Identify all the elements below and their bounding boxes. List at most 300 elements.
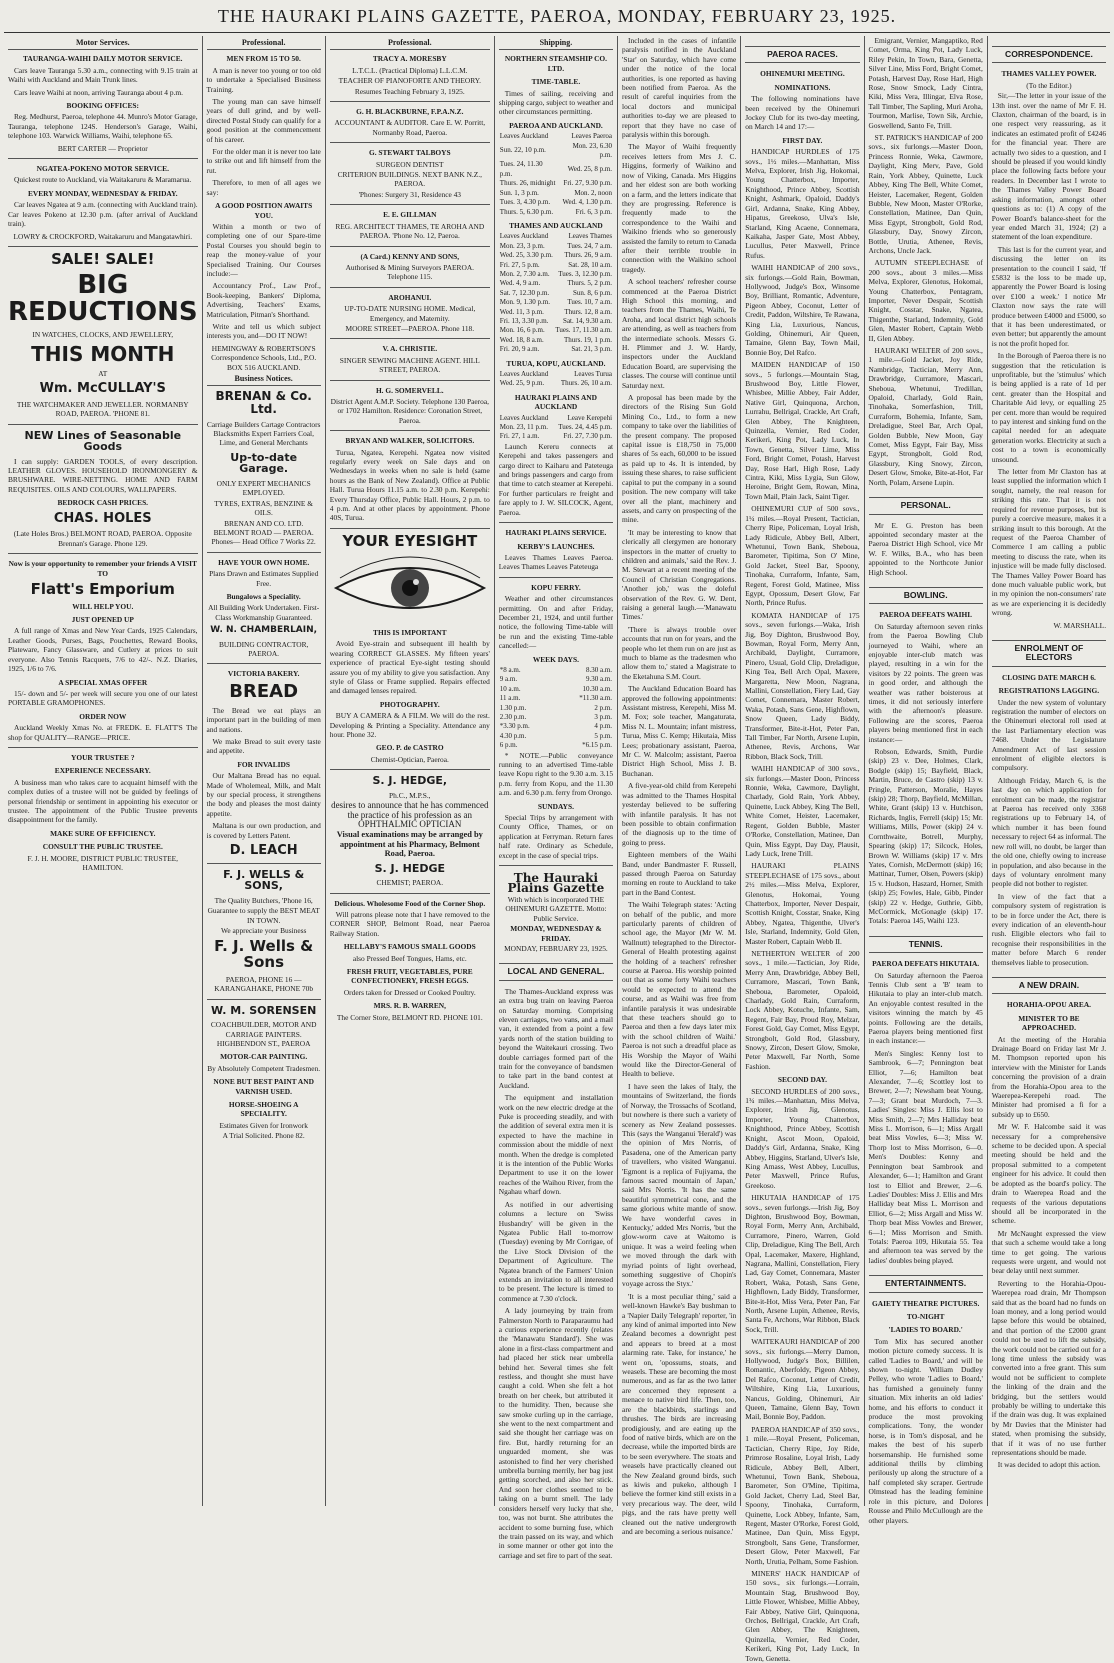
article-subheading: FIRST DAY. (782, 135, 823, 145)
article-paragraph: In the Borough of Paeroa there is no suggestion that the reticulation is unprofitable, but the 'stimulus' which is being applied is a rate of 1d per cent. greater than the Hospital and Charitable Aid levy, or equalling 25 per cent. more than would be required to pay interest and sinking fund on the capital needed for an adequate generation works. Electricity at such a cost to a town is economically unsound. (991, 351, 1107, 464)
timetable-cell: 4.30 p.m. (499, 731, 527, 740)
advertiser-name: W. M. SORENSEN (211, 1003, 317, 1017)
timetable-cell: 6 p.m. (499, 741, 518, 750)
article-paragraph: The equipment and installation work on the new electric dredge at the Puke is proceeding steadily, and with the addition of several extra men it is expected to have the machine in commission about the middle of next month. When the dredge is completed it is the intention of the Public Works Department to use it on the lower reaches of the Waihou River, from the Ngahau wharf down. (498, 1093, 614, 1197)
eye-icon (330, 556, 490, 620)
timetable-cell: Wed. 4, 9 a.m. (499, 279, 541, 288)
ad-heading: Now is your opportunity to remember your friends A VISIT TO (8, 559, 197, 578)
ad-subline: Authorised & Mining Surveyors PAEROA. Telephone 115. (345, 262, 475, 282)
article-paragraph: WAIHI HANDICAP of 300 sovs., six furlongs.—Master Doon, Princess Ronnie, Weka, Cawmore, Daylight, Charlady, Gold Rain, York Abbey, Quinette, Luck Abbey, King The Bell, White Comet, Heister, Lacemaker, Regent, Golden Bubble, Master O'Rorke, Constellation, Matinee, Dan Quin, Miss Egypt, Day Day, Plausit, Lady Luck, Irene Trill. (745, 764, 860, 858)
timetable-cell: *3.30 p.m. (499, 722, 530, 731)
ad-subline: BUILDING CONTRACTOR, PAEROA. (218, 639, 309, 659)
timetable-row (499, 666, 613, 675)
ad-subline: THE WATCHMAKER AND JEWELLER. NORMANBY ROAD, PAEROA. 'PHONE 81. (16, 399, 189, 419)
ad-subline: The Quality Butchers, 'Phone 16, (214, 895, 313, 905)
section-headline: ENTERTAINMENTS. (869, 1275, 983, 1292)
timetable-cell: 1.30 p.m. (499, 703, 527, 712)
article-paragraph: The Mayor of Waihi frequently receives letters from Mrs J. C. Higgins, formerly of Waikino and now of Viking, Canada. Mrs Higgins and her eldest son are both working on a farm, and the letters indicate that they are progressing. Reference is frequently made to the correspondence to the Waihi and Waikino friends who so generously assisted the family to return to Canada after their terrible trouble in connection with the Waikino school tragedy. (622, 142, 737, 274)
timetable-cell: 9 a.m. (499, 675, 518, 684)
divider (330, 430, 490, 431)
ad-signature: LOWRY & CROCKFORD, Waitakaruru and Mangatawhiri. (13, 231, 193, 241)
ad-heading: EXPERIENCE NECESSARY. (54, 766, 151, 776)
article-paragraph: The Waihi Telegraph states: 'Acting on behalf of the public, and more particularly parents of children of school age, the Mayor (Mr W. M. Wallnutt) telegraphed to the Director-General of Health protesting against the holding of a teachers' refresher course at Paeroa. His worship pointed out that as some forty Waihi teachers would be expected to attend the course, and as Waihi was free from infantile paralysis it was undesirable that these teachers should go to Paeroa and then a few days later mix with the school children of Waihi.' Paeroa is not such a dreadful place as His Worship the Mayor of Waihi would like the Director-General of Health to believe. (622, 900, 737, 1079)
article-paragraph: 'It is a most peculiar thing,' said a well-known Hawke's Bay bushman to a 'Napier Daily Telegraph' reporter, 'in any kind of animal imported into New Zealand becomes a downright pest and appears to breed at a most alarming rate. Take, for instance,' he went on, 'opossums, stoats, and weasels. These are becoming the most numerous, and as far as the two latter are concerned they represent a menace to native bird life. Then, too, are the blackbirds, starlings and thrushes. The birds are increasing prodigiously, and are eating up the food of native birds, which are on the decrease, while the imported birds are to be seen everywhere. The stoats and weasels have practically cleaned out the New Zealand ground birds, such as kiwis and pukeko, although I believe the former kind still exists in a very precarious way. The deer, wild pigs, and the rats have pretty well cleaned out the native undergrowth and are becoming a serious nuisance.' (622, 1291, 737, 1536)
section-headline: LOCAL AND GENERAL. (499, 963, 613, 980)
divider (330, 338, 490, 339)
ad-heading: NGATEA-POKENO MOTOR SERVICE. (36, 164, 169, 174)
ad-subline: Ph.C., M.P.S., (389, 790, 431, 800)
article-paragraph: The Thames-Auckland express was an extra bug train on leaving Paeroa on Saturday morning. Comprising eleven carriages, two vans, and a mail van, it extended from a point a few yards north of the station building to beyond the Waitekauri crossing. Two double carriages formed part of the train for the conveyance of bandsmen to take part in the band contest at Auckland. (498, 986, 614, 1090)
timetable-cell: Tues. 3, 4.30 p.m. (499, 198, 551, 207)
divider (8, 553, 198, 554)
timetable-turua-kopu (499, 370, 613, 389)
timetable-cell: Sun. 8, 6 p.m. (572, 288, 613, 297)
ad-text: Cars leave Waihi at noon, arriving Tauranga about 4 p.m. (14, 87, 183, 97)
timetable-row (499, 713, 613, 722)
ad-text: Accountancy Prof., Law Prof., Book-keeping, Bankers' Diploma, Advertising, Teachers' Exams, Matriculation, Pitman's Shorthand. (206, 281, 321, 319)
article-paragraph: Sir,—The letter in your issue of the 13th inst. over the name of Mr F. H. Claxton, chairman of the board, is in one respect very reassuring, as it indicates an estimated profit of £4246 for the financial year. There are actually two sides to a question, and I should be pleased if you would kindly place the following facts before your readers. In December last I wrote to the Thames Valley Power Board asking information, amongst other questions as to: (1) A copy of the Power Board's balance-sheet for the year ended March 31, 1924; (2) a statement of the loan expenditure. (991, 91, 1107, 242)
ad-text: A man is never too young or too old to undertake a Specialised Business Training. (206, 65, 321, 94)
timetable-cell: Leaves Auckland (499, 413, 549, 422)
article-paragraph: A lady journeying by train from Palmerston North to Paraparaumu had a curious experience recently (relates the 'Manawatu Standard'). She was alone in a first-class compartment and had placed her stick near umbrella behind her. Several times she felt restless, and thought she must have caught a cold. When she felt a hot breath on her cheek, but attributed it to the humidity. Then, because she saw smoke curling up in the carriage, she went to the next compartment and said she thought her carriage was on fire. But, hardly returning for an unguarded moment, she was astonished to find her very cherished umbrella burning merrily, her bag just getting scorched, and also her stick. And soon her clothes seemed to be taking on a burnt smell. The lady considers herself very lucky that she, too, was not burnt. She attributes the accident to some burning fuse, which the train passed on its way, and which in some manner or other got into the carriage and set fire to part of the seat. (498, 1306, 614, 1560)
timetable-cell: Fri. 13, 3.30 p.m. (499, 316, 549, 325)
timetable-cell: Mon. 16, 6 p.m. (499, 326, 545, 335)
ad-subline: L.T.C.L. (Practical Diploma) L.L.C.M. (352, 65, 468, 75)
timetable-cell: Leaves Paeroa (571, 132, 613, 141)
article-paragraph: WAIHI HANDICAP of 200 sovs., six furlongs.—Gold Rain, Bowman, Hollywood, Judge's Box, Winsome Boy, Brilliant, Romantic, Adventure, Pigeon Abbey, Coconut, Letter of Credit, Paddon, Wiltshire, Te Rawana, King Lia, Luxurious, Nancus, Golding, Ohinemuri, Air Queen, Tamaine, Glenn Bay, Town Mail, Bonnie Boy, Del Rafco. (745, 263, 860, 357)
timetable-cell: Mon. 23, 3 p.m. (499, 241, 545, 250)
ad-subline: CRITERION BUILDINGS. NEXT BANK N.Z., PAEROA. (337, 170, 482, 189)
divider (207, 552, 321, 553)
timetable-cell: Thurs. 26, midnight (499, 179, 556, 188)
ad-subline: ACCOUNTANT & AUDITOR. Care E. W. Porritt, Normanby Road, Paeroa. (334, 118, 486, 137)
article-subline: (To the Editor.) (1026, 80, 1072, 90)
ad-text: Write and tell us which subject interests you, and—DO IT NOW! (206, 321, 321, 341)
article-paragraph: NETHERTON WELTER of 200 sovs., 1 mile.—Tactician, Joy Ride, Merry Ann, Drawbridge, Abbey Bell, Curramore, Mascari, Town Bank, Sheboua, Barometer, Opaloid, Charlady, Gold Rain, Curraform, Lock Abbey, Kotuche, Infante, Sam, Regent, Fair Bay, Proud Roy, Melzar, Forest Gold, Gay Comet, Miss Egypt, Strongbolt, Gold Rod, Glassbury, Snowy, Zircon, Desert Glow, Smoke, Peter Maxwell, Far North, Some Fashion. (745, 948, 860, 1071)
article-paragraph: HANDICAP HURDLES of 175 sovs., 1½ miles.—Manhattan, Miss Melva, Explorer, Irish Jig, Hokomai, Young Chatterbox, Importer, Knighthood, Prince Abbey, Scottish Knight, Ashmark, Opaloid, Daddy's Girl, Ardanna, Snake, King Abbey, Hipatus, Greekoso, Ulva's Isle, Starland, King Acaene, Connemara, Kaikaha, Jasper Gate, Most Abbey, Lucullus, Peter Maxwell, Prince Rufus. (745, 147, 860, 260)
masthead-rule (4, 32, 1110, 33)
timetable-row (499, 336, 613, 345)
timetable-cell: 10 a.m. (499, 684, 521, 693)
timetable-hauraki-plains (499, 414, 613, 442)
ad-heading: YOUR TRUSTEE ? (71, 752, 135, 762)
timetable-cell: Fri. 27, 7.30 p.m. (563, 432, 613, 441)
ad-subline: REG. ARCHITECT THAMES, TE AROHA AND PAEROA. 'Phone No. 12, Paeroa. (335, 221, 485, 241)
ad-subline: UP-TO-DATE NURSING HOME. Medical, Emergency, and Maternity. (344, 304, 476, 323)
article-subheading: PAEROA DEFEATS WAIHI. (879, 610, 972, 620)
timetable-cell: *8 a.m. (499, 665, 521, 674)
advertiser-name: D. LEACH (229, 843, 298, 859)
ad-heading: THIS IS IMPORTANT (373, 628, 447, 637)
divider (207, 999, 321, 1000)
big-reductions-heading: BIG REDUCTIONS (8, 269, 198, 327)
divider (330, 287, 490, 288)
letter-signature: W. MARSHALL. (1053, 620, 1107, 630)
article-paragraph: The following nominations have been received by the Ohinemuri Jockey Club for its two-day meeting, on March 14 and 17:— (745, 94, 860, 132)
ad-heading: HORSE-SHOEING A SPECIALITY. (228, 1100, 299, 1119)
timetable-row (499, 379, 613, 388)
ad-subline: TYRES, EXTRAS, BENZINE & OILS. (214, 498, 314, 518)
article-paragraph: 'It may be interesting to know that clerically all clergymen are honorary inspectors in the matter of cruelty to children and animals,' said the Rev. J. M. Stewart at a recent meeting of the Council of Christian Congregations. 'Another job,' was the doleful observation of the Rev. G. W. Dent, raising a general laugh.—'Manawatu Times.' (622, 527, 737, 622)
ad-heading: E. E. GILLMAN (383, 210, 437, 220)
ad-heading: NEW Lines of Seasonable Goods (24, 428, 182, 454)
timetable-cell: Leaves Auckland (499, 132, 549, 141)
ad-text: Special Trips by arrangement with County Office, Thames, or on application at Ferryman. Return fares half rate. Ordinary as Schedule, except in the case of special trips. (498, 813, 614, 860)
advertiser-name: W. N. CHAMBERLAIN, (210, 625, 318, 636)
column-heading: Motor Services. (8, 38, 198, 50)
timetable-cell: 2.30 p.m. (499, 713, 527, 721)
divider (330, 380, 490, 381)
timetable-row (499, 179, 613, 188)
ad-heading: MOTOR-CAR PAINTING. (220, 1052, 308, 1062)
advertiser-name: F. J. Wells & Sons (214, 937, 314, 972)
advertiser-name: BRENAN & Co. Ltd. (215, 389, 312, 416)
timetable-row (499, 142, 613, 161)
article-paragraph: Although Friday, March 6, is the last day on which application for enrolment can be made, the registrar at Paeroa has received only 3368 registrations up to February 14, of which number it has been found necessary to reject 64 as informal. The new roll will, no doubt, be larger than the old one, chiefly owing to increase in population, and also because in the days of voluntary enrolment many people did not bother to register. (991, 775, 1107, 889)
ad-heading: AROHANUI. (388, 292, 432, 302)
article-paragraph: MAIDEN HANDICAP of 150 sovs., 5 furlongs.—Mountain Stag, Brushwood Boy, Little Flower, Whisbee, Millie Abbey, Fair Adder, Native Girl, Quinquona, Archon, Lurrahu, Bellrigal, Crackle, Art Craft, Glen Abbey, The Knighteen, Quinzella, Vernier, Red Coder, Kerikeri, King Pot, Lady Luck, In Town, Genetta, Silver Lime, Miss Ford, Bright Comet, Potash, Harvest Day, Rose Harl, High Rose, Lady Cintra, Kiki, Miss Lygia, Sun Glow, Heroine, Bright Gem, Rowan, Mina, Town Mail, Plain Jack, Saint Tiger. (745, 360, 860, 501)
article-paragraph: A five-year-old child from Kerepehi was admitted to the Thames Hospital yesterday believed to be suffering with infantile paralysis. It has not been possible to obtain confirmation of the diagnosis up to the time of going to press. (622, 781, 737, 847)
timetable-cell: Leaves Auckland (499, 232, 549, 241)
ad-heading: EVERY MONDAY, WEDNESDAY & FRIDAY. (27, 188, 178, 198)
divider (330, 204, 490, 205)
advertiser-name: S. J. HEDGE (374, 861, 446, 875)
column-5 (618, 36, 741, 1536)
ad-subline: desires to announce that he has commenced the practice of his profession as an OPHTHALMIC OPTICIAN (331, 800, 489, 830)
ad-subline: Guarantee to supply the BEST MEAT IN TOWN. (207, 906, 320, 925)
ad-text: Car leaves Ngatea at 9 a.m. (connecting with Auckland train). Car leaves Pokeno at 12.30 p.m. (after arrival of Auckland train). (8, 200, 198, 229)
section-headline: TENNIS. (869, 936, 983, 953)
timetable-row (499, 326, 613, 335)
ad-heading: A SPECIAL XMAS OFFER (58, 677, 148, 687)
timetable-row (499, 722, 613, 731)
timetable-cell: Tues. 24, 7 a.m. (567, 241, 613, 250)
ad-heading: CONSULT THE PUBLIC TRUSTEE. (42, 842, 163, 852)
divider (207, 863, 321, 864)
ad-text: Quickest route to Auckland, via Waitakaruru & Maramarua. (14, 175, 192, 185)
article-paragraph: The letter from Mr Claxton has at least supplied the information which I sought, namely, the real reason for striking this rate. That it is not required for revenue purposes, but is purely a coercive measure, makes it a striking insult to this borough. At the request of the Paeroa Chamber of Commerce I am calling a public meeting to discuss the rate, when its injustice will be made fully disclosed. The Thames Valley Power Board has done much valuable public work, but in my opinion the non-consumers' rate as we are experiencing it is decidedly wrong. (991, 467, 1107, 618)
timetable-cell: Wed. 4, 1.30 p.m. (562, 198, 613, 207)
ad-subline: Chemist-Optician, Paeroa. (370, 754, 449, 764)
ad-text: BUY A CAMERA & A FILM. We will do the rest. Developing & Printing a Speciality. Attendance any hour. Phone 32. (329, 711, 490, 740)
timetable-cell: Tues. 10, 7 a.m. (567, 298, 613, 307)
timetable-cell: 11 a.m. (499, 694, 521, 703)
advertiser-name: F. J. WELLS & SONS, (223, 867, 305, 893)
article-paragraph: AUTUMN STEEPLECHASE of 200 sovs., about 3 miles.—Miss Melva, Explorer, Glenotus, Hokomai, Young Chatterbox, Pentagram, Importer, Never Despair, Scottish Knight, Cosstar, Snake, Ngatea, Thigenthe, Starland, Indemnity, Gold Glen, Master Robert, Captain Webb II, Glen Abbey. (868, 258, 983, 343)
article-subheading: SECOND DAY. (777, 1075, 827, 1085)
article-paragraph: A school teachers' refresher course commenced at the Paeroa District High School this morning, and teachers from the Thames, Waihi, Te Aroha, and local district high schools are attending, as well as teachers from the intermediate schools. Messrs G. H. Plimmer and J. W. Hardy, inspectors under the Auckland Education Board, are supervising the classes. The course will continue until Saturday next. (622, 277, 737, 390)
divider (8, 246, 198, 247)
timetable-cell: 8.30 a.m. (585, 665, 613, 674)
ad-subline: Resumes Teaching February 3, 1925. (354, 86, 465, 96)
timetable-cell: Mon. 23, 11 p.m. (499, 423, 548, 432)
divider (499, 522, 613, 523)
ad-subline: COACHBUILDER, MOTOR AND CARRIAGE PAINTERS. HIGHBENDON ST., PAEROA (210, 1020, 317, 1049)
ad-heading: BRYAN AND WALKER, SOLICITORS. (345, 436, 475, 446)
column-heading: Professional. (330, 38, 490, 50)
ad-heading: H. G. SOMERVELL. (375, 385, 444, 395)
timetable-cell: 10.30 a.m. (582, 684, 613, 693)
timetable-header-row (499, 232, 613, 241)
ad-subline: IN WATCHES, CLOCKS, AND JEWELLERY, (32, 330, 174, 340)
timetable-cell: Wed. 11, 3 p.m. (499, 307, 544, 316)
timetable-cell: *6.15 p.m. (582, 741, 613, 750)
timetable-row (499, 308, 613, 317)
ad-text: We make Bread to suit every taste and appetite. (206, 736, 321, 756)
ad-text: Leaves Thames Leaves Paeroa. Leaves Thames Leaves Pateteuga (498, 552, 614, 572)
ad-subline: By Absolutely Competent Tradesmen. (207, 1063, 321, 1073)
ad-subline: Carriage Builders Cartage Contractors Blacksmiths Expert Farriers Coal, Lime, and General Merchants (206, 419, 321, 448)
ad-heading: Bungalows a Speciality. (226, 591, 301, 601)
ad-heading: G. STEWART TALBOYS (368, 148, 451, 158)
timetable-row (499, 704, 613, 713)
column-1 (4, 36, 203, 1506)
ad-heading: NORTHERN STEAMSHIP CO. LTD. (504, 54, 608, 73)
ad-text: Will patrons please note that I have removed to the CORNER SHOP, Belmont Road, near Paeroa Railway Station. (329, 910, 490, 938)
timetable-row (499, 189, 613, 198)
timetable-cell: Sat. 21, 3 p.m. (571, 345, 613, 354)
timetable-cell: Leaves Thames (568, 232, 613, 241)
article-paragraph: Mr McNaught expressed the view that such a scheme would take a long time to get going. The various requests were urgent, and would not bear delay until next summer. (991, 1228, 1107, 1276)
ad-heading: BOOKING OFFICES: (66, 101, 140, 111)
ad-subline: ONLY EXPERT MECHANICS EMPLOYED. (216, 478, 311, 498)
article-paragraph: In view of the fact that a compulsory system of registration is to be in force under the Act, there is every indication of an eleventh-hour rush. Eligible electors who fail to recognise their responsibilities in the matter before March 6 render themselves liable to prosecution. (991, 891, 1107, 967)
timetable-cell: 9.30 a.m. (585, 675, 613, 684)
timetable-row (499, 432, 613, 441)
ad-text: Our Maltana Bread has no equal. Made of Wholemeal, Milk, and Malt by our special process, it strengthens the body and pleases the most dainty appetite. (206, 771, 321, 818)
ad-heading: HAURAKI PLAINS SERVICE. (505, 528, 607, 538)
article-paragraph: Mr W. F. Halcombe said it was necessary for a comprehensive scheme to be decided upon. A special meeting should be held and the proposal submitted to a competent engineer for his advice. It could then be adopted as the board's policy. The drain to Waerepea Road and the requests of the various deputations should all be incorporated in the scheme. (991, 1122, 1107, 1226)
timetable-cell: Thurs. 19, 1 p.m. (564, 335, 613, 344)
masthead: THE HAURAKI PLAINS GAZETTE, PAEROA, MONDAY, FEBRUARY 23, 1925. (217, 6, 897, 26)
timetable-cell: Wed. 18, 8 a.m. (499, 335, 544, 344)
section-headline: BOWLING. (869, 587, 983, 604)
column-heading: Shipping. (499, 38, 613, 50)
article-paragraph: MINERS' HACK HANDICAP of 150 sovs., six furlongs.—Lorrain, Mountain Stag, Brushwood Boy, Little Flower, Whisbee, Millie Abbey, Fair Abbey, Native Girl, Quinquona, Orchos, Bellrigal, Crackle, Art Craft, Glen Abbey, The Knighteen, Quinzella, Vernier, Red Coder, Kerikeri, King Pot, Lady Luck, In Town, Genetta. (745, 1568, 860, 1663)
ad-text: Weather and other circumstances permitting. On and after Friday, December 21, 1924, and until further notice, the following Time-table will be run and the existing Time-table cancelled:— (498, 594, 614, 651)
ad-heading: TIME-TABLE. (531, 77, 581, 87)
article-paragraph: HAURAKI WELTER of 200 sovs., 1 mile.—Gold Jacket, Joy Ride, Nambridge, Tactician, Merry Ann, Drawbridge, Curramore, Mascari, Sheboua, Whetunui, Tredillan, Opaloid, Charlady, Gold Rain, Tinohaka, Somerfashion, Trill, Curraform, Bohemia, Infante, Sam, Dreladigue, Steel Bar, Arch Opal, Golden Bubble, New Moon, Gay Comet, Miss Egypt, Fair Bay, Miss Egypt, Strongbolt, Gold Rod, Glassbury, King Snowy, Zircon, Desert Glow, Smoke, Bite-at-Hot, Far North, Polam, Arsene Lupin. (868, 346, 983, 487)
divider (330, 893, 490, 894)
article-paragraph: KOMATA HANDICAP of 175 sovs., seven furlongs.—Waka, Irish Jig, Boy Dighton, Brushwood Boy, Bowman, Royal Form, Merry Ann, Archibald, Daylight, Curramore, Pinero, Usual, Gold Clip, Dreladigue, King Tea, Bell Arch Opal, Maxere, Margaretta, New Moon, Nagrana, Mallini, Constellation, Fiery Lad, Gay Comet, Connemara, Master Robert, Waka, Potash, Sans Gene, Highflown, Snow Queen, Lady Biddy, Transformer, Bite-it-Hot, Peter Pan, Tall Timber, Far North, Arsene Lupin, Athenee, Revis, Archons, War Ribbon, Black Sock, Trill. (745, 610, 860, 761)
ad-text: A business man who takes care to acquaint himself with the complex duties of a trustee will not be guided by feelings of personal friendship or sentiment in appointing his executor or trustee. The appointment of the Public Trustee prevents disappointment for the family. (8, 777, 198, 825)
ad-signature: HEMINGWAY & ROBERTSON'S Correspondence Schools, Ltd., P.O. BOX 516 AUCKLAND. (211, 343, 317, 372)
section-headline: PERSONAL. (869, 497, 983, 514)
ad-subline: We appreciate your Business (220, 925, 307, 935)
section-headline: CORRESPONDENCE. (992, 46, 1106, 63)
ad-text: The Bread we eat plays an important part in the building of men and nations. (206, 705, 321, 734)
timetable-row (499, 208, 613, 217)
section-heading: Business Notices. (207, 374, 321, 386)
article-subheading: HORAHIA-OPOU AREA. (1006, 1000, 1092, 1010)
timetable-row (499, 242, 613, 251)
bread-heading: BREAD (229, 680, 299, 702)
advertiser-name: Flatt's Emporium (30, 579, 175, 598)
ad-heading: WILL HELP YOU. (72, 601, 134, 611)
timetable-row (499, 251, 613, 260)
ad-text: Auckland Weekly Xmas No. at FREDK. E. FLATT'S The shop for QUALITY—RANGE—PRICE. (8, 723, 198, 742)
timetable-row (499, 270, 613, 279)
divider (330, 528, 490, 529)
ad-subline: MOORE STREET—PAEROA. Phone 118. (345, 323, 475, 333)
article-subheading: CLOSING DATE MARCH 6. (1001, 672, 1096, 682)
divider (499, 577, 613, 578)
column-grid (4, 36, 1110, 1663)
divider (8, 747, 198, 748)
ad-heading: KERBY'S LAUNCHES. (517, 541, 595, 551)
ad-heading: HELLABY'S FAMOUS SMALL GOODS (343, 942, 476, 952)
ad-text: Reg. Medhurst, Paeroa, telephone 44. Munro's Motor Garage, Tauranga, telephone 124S. Henderson's Garage, Waihi, telephone 103. Warwick Williams, Waihi, telephone 65. (8, 112, 198, 141)
sale-heading: SALE! SALE! (51, 249, 155, 268)
ad-heading: KOPU FERRY. (531, 582, 581, 592)
article-paragraph: As notified in our advertising columns a lecture on 'Swiss Husbandry' will be given in the Ngatea Public Hall to-morrow (Tuesday) evening by Mr Corrigae, of the Live Stock Division of the Department of Agriculture. The Ngatea branch of the Farmers' Union extends an invitation to all interested to be present. The lecture is timed to commence at 7.30 o'clock. (498, 1199, 614, 1303)
ad-heading: WEEK DAYS. (532, 654, 579, 664)
article-paragraph: Tom Mix has secured another motion picture comedy success. It is called 'Ladies to Board,' and will be shown to-night. William Dudley Pelley, who wrote 'Ladies to Board,' has furnished a genuinely funny situation. Mix inherits an old ladies' home, and his efforts to conduct it produce the most provoking complications. Tony, the wonder horse, is in Tom's disposal, and he makes the best of his superb horsemanship. He furnished some additional thrills by climbing perilously up along the structure of a half completed sky scraper. Gertrude Olmstead has the leading feminine role in this picture, and Dolores Rousse and Philo McCullough are the other players. (868, 1336, 983, 1525)
advertiser-name: S. J. HEDGE, (372, 774, 448, 788)
ad-heading: TAURANGA-WAIHI DAILY MOTOR SERVICE. (23, 54, 183, 64)
article-subheading: THAMES VALLEY POWER. (1001, 69, 1097, 79)
article-paragraph: A proposal has been made by the directors of the Rising Sun Gold Mining Co., Ltd., to form a new company to take over the liabilities of the present company. The proposed capital issue is £18,750 in 75,000 shares of 5s each, 60,000 to be issued as paid up to 4s. It is intended, by issuing these shares, to raise sufficient capital to put the company in a sound position. The new company will take over all the plant, machinery and assets, and carry on prospecting of the mine. (622, 393, 737, 525)
timetable-header-row (499, 132, 613, 141)
ad-heading: G. H. BLACKBURNE, F.P.A.N.Z. (356, 107, 464, 117)
issue-date: MONDAY, FEBRUARY 23, 1925. (504, 943, 608, 953)
ad-subline: The Corner Store, BELMONT RD. PHONE 101. (336, 1012, 483, 1022)
advertiser-name: Wm. McCULLAY'S (39, 381, 166, 397)
timetable-cell: Sun. 22, 10 p.m. (499, 146, 546, 155)
timetable-row (499, 198, 613, 207)
article-paragraph: On Saturday afternoon the Paeroa Tennis Club sent a 'B' team to Hikutaia to play an inter-club match. An enjoyable contest resulted in the visitors winning the match by 45 points. Following are the details, Paeroa players being mentioned first in each instance:— (868, 970, 983, 1046)
timetable-cell: 5 p.m. (594, 731, 613, 740)
article-subheading: PAEROA DEFEATS HIKUTAIA. (872, 959, 980, 969)
timetable-cell: Wed. 25, 8 p.m. (567, 165, 613, 174)
ad-heading: MEN FROM 15 TO 50. (226, 54, 301, 64)
nameplate-subline: With which is incorporated THE OHINEMURI GAZETTE. Motto: Public Service. (505, 894, 607, 923)
timetable-thames-auckland (499, 232, 613, 354)
divider (330, 246, 490, 247)
timetable-row (499, 317, 613, 326)
ad-signature: F. J. H. MOORE, DISTRICT PUBLIC TRUSTEE, HAMILTON. (27, 853, 178, 872)
this-month-heading: THIS MONTH (31, 341, 175, 366)
timetable-row (499, 289, 613, 298)
ad-heading: (A Card.) KENNY AND SONS, (360, 251, 460, 261)
timetable-cell: Tues. 24, 4.45 p.m. (558, 423, 613, 432)
ad-heading: A GOOD POSITION AWAITS YOU. (215, 201, 313, 220)
article-paragraph: HAURAKI PLAINS STEEPLECHASE of 175 sovs., about 2½ miles.—Miss Melva, Explorer, Glenotus, Hokomai, Young Chatterbox, Importer, Never Despair, Scottish Knight, Cosstar, Snake, King Abbey, Ngatea, Thigenthe, Ulver's Isle, Starland, Indemnity, Gold Glen, Master Robert, Captain Webb II. (745, 861, 860, 946)
ad-signature: BERT CARTER — Proprietor (57, 143, 148, 153)
ad-text: Cars leave Tauranga 5.30 a.m., connecting with 9.15 train at Waihi with Auckland and Main Trunk lines. (8, 65, 198, 85)
timetable-cell: Mon. 9, 1.30 p.m. (499, 298, 550, 307)
ad-text: The young man can save himself years of dull grind, and by well-directed Postal Study can qualify for a good position at the commencement of his career. (206, 97, 321, 144)
column-7 (865, 36, 988, 1525)
ad-text: A full range of Xmas and New Year Cards, 1925 Calendars, Leather Goods, Purses, Bags, Pouchettes, Reward Books, Plateware, Fancy Glassware, and Cutlery at prices to suit everyone. Also Tennis Racquets, 7/6 to 42/-. N.Z. Diaries, 1925, 1/6 to 7/6. (8, 626, 198, 674)
ad-heading: PHOTOGRAPHY. (379, 699, 440, 709)
advertiser-name: CHAS. HOLES (53, 510, 152, 526)
timetable-cell: Wed. 25, 3.30 p.m. (499, 251, 553, 260)
section-headline: ENROLMENT OF ELECTORS (992, 640, 1106, 667)
article-subheading: GAIETY THEATRE PICTURES. (872, 1298, 980, 1308)
ad-subline: CHEMIST; PAEROA. (376, 878, 444, 888)
article-paragraph: Emigrant, Vernier, Mangaptiko, Red Comet, Orma, King Pot, Lady Luck, Riley Pekin, In Town, Bara, Genetta, Silver Line, Miss Ford, Bright Comet, Potash, Harvest Day, Rose Harl, High Rose, Snow Smock, Lady Cintra, Kiki, Miss Vera, Illingar, Elva Rose, Tall Timber, The Sapling, Muri Aroha, Tourmon, Marlise, Town Sik, Archie, Goswellend, Santo Fe, Trill. (868, 36, 983, 130)
article-paragraph: At the meeting of the Horahia Drainage Board on Friday last Mr J. M. Thompson reported upon his interview with the Minister for Lands concerning the provision of a drain from the Horahia-Opou area to the Waerepea-Kerepehi road. The Minister had promised a fi for a subsidy up to £650. (991, 1034, 1107, 1119)
timetable-cell: Thurs. 5, 6.30 p.m. (499, 207, 554, 216)
timetable-cell: Leaves Auckland (499, 370, 549, 378)
article-paragraph: Mr E. G. Preston has been appointed secondary master at the Paeroa District High School, vice Mr W. F. Wilks, B.A., who has been appointed to the Northcote Junior High School. (868, 520, 983, 577)
ad-subline: BRENAN AND CO. LTD. BELMONT ROAD — PAEROA. Phones— Head Office 7 Works 22. (211, 518, 316, 547)
timetable-row (499, 345, 613, 354)
timetable-cell: Fri. 27, 9.30 p.m. (563, 179, 613, 188)
timetable-row (499, 423, 613, 432)
ad-text: I can supply: GARDEN TOOLS, of every description. LEATHER GLOVES. HOUSEHOLD IRONMONGERY & BRUSHWARE. WIRE-NETTING. HOME AND FARM REQUISITES. OILS AND COLOURS, WALLPAPERS. (8, 456, 198, 494)
article-subheading: 'LADIES TO BOARD.' (888, 1325, 963, 1335)
divider (8, 158, 198, 159)
article-paragraph: Included in the cases of infantile paralysis notified in the Auckland 'Star' on Saturday, which have come under the notice of the local authorities, is one reported as having been notified from Paeroa. As the result of careful inquiries from the local doctors and municipal authorities to-day we are pleased to report that they have no case of paralysis within this borough. (622, 36, 737, 140)
nameplate-subline: MONDAY, WEDNESDAY & FRIDAY. (510, 924, 602, 943)
timetable-cell: Thurs. 26, 10 a.m. (560, 379, 613, 388)
ad-heading: FRESH FRUIT, VEGETABLES, PURE CONFECTIONERY, FRESH EGGS. (346, 967, 473, 986)
timetable-cell: Thurs. 26, 9 a.m. (564, 251, 613, 260)
timetable-cell: *11.30 a.m. (579, 694, 613, 703)
divider (499, 865, 613, 866)
column-2 (203, 36, 326, 1506)
article-paragraph: Under the new system of voluntary registration the number of electors on the Ohinemuri electoral roll used at the last Parliamentary election was 7468. Under the Legislature Amendment Act of last session enrolment of eligible electors is compulsory. (991, 697, 1107, 773)
timetable-paeroa-auckland (499, 132, 613, 217)
ad-heading: MAKE SURE OF EFFICIENCY. (50, 828, 156, 838)
newspaper-nameplate: The Hauraki Plains Gazette (507, 871, 605, 895)
ad-heading: TURUA, KOPU, AUCKLAND. (506, 358, 606, 368)
divider (8, 424, 198, 425)
ad-text: Therefore, to men of all ages we say: (206, 178, 321, 197)
divider (330, 101, 490, 102)
section-headline: A NEW DRAIN. (992, 977, 1106, 994)
ad-subline: (Late Holes Bros.) BELMONT ROAD, PAEROA. Opposite Brennan's Garage. Phone 129. (13, 529, 192, 548)
ad-subline: also Pressed Beef Tongues, Hams, etc. (352, 953, 467, 963)
ad-subline: Estimates Given for Ironwork (219, 1120, 308, 1130)
article-paragraph: Men's Singles: Kenny lost to Sambrook, 6—7; Pennington beat Elliot, 7—6; Hamilton beat Alexander, 7—6; Scottley lost to Brewer, 2—7; Newsham beat Young, 7—3; Grant beat Murdoch, 7—3. Ladies' Singles: Miss J. Ellis lost to Miss Smith, 2—7; Mrs Halliday beat Miss L. Morrison, 6—1; Miss Argall beat Miss Vowles, 6—3; Miss W. Thorp lost to Miss Morrison, 6—0. Men's Doubles: Kenny and Pennington beat Sambrook and Alexander, 6—1; Hamilton and Grant lost to Elliot and Brewer, 2—6. Ladies' Doubles: Miss J. Ellis and Mrs Halliday beat Miss L. Morrison and Elliot, 6—2; Miss Argall and Miss W. Thorp beat Miss Vowles and Brewer, 6—1; Miss Morrison and Smith. Totals: Paeroa 109, Hikutaia 55. Tea and afternoon tea was served by the ladies' doubles being played. (868, 1048, 983, 1265)
ad-heading: PAEROA AND AUCKLAND. (509, 120, 603, 130)
column-4 (495, 36, 618, 1560)
timetable-cell: Thurs. 5, 2 p.m. (567, 279, 613, 288)
article-paragraph: WAITEKAURI HANDICAP of 200 sovs., six furlongs.—Merry Damon, Hollywood, Judge's Box, Billilen, Romantic, Aberfoldy, Pigeon Abbey, Del Rafco, Coconut, Letter of Credit, Wiltshire, King Lia, Luxurious, Nancus, Golding, Ohinemuri, Air Queen, Tamaine, Glenn Bay, Town Mail, Bonnie Boy, Paddon. (745, 1337, 860, 1422)
timetable-cell: 2 p.m. (594, 703, 613, 712)
timetable-header-row (499, 414, 613, 423)
divider (330, 142, 490, 143)
section-headline: PAEROA RACES. (745, 46, 859, 63)
timetable-cell: Fri. 27, 5 p.m. (499, 260, 540, 269)
ad-subline: TEACHER OF PIANOFORTE AND THEORY. (338, 76, 481, 86)
timetable-cell: Thurs. 12, 8 a.m. (564, 307, 613, 316)
timetable-cell: Tues. 17, 11.30 a.m. (555, 326, 613, 335)
timetable-cell: Leave Kerepehi (567, 413, 613, 422)
ad-heading: V. A. CHRISTIE. (382, 344, 438, 354)
divider (207, 663, 321, 664)
column-6 (741, 36, 864, 1663)
timetable-cell: Fri. 20, 9 a.m. (499, 345, 540, 354)
timetable-row (499, 675, 613, 684)
ad-heading: NONE BUT BEST PAINT AND VARNISH USED. (213, 1077, 314, 1096)
timetable-row (499, 685, 613, 694)
ad-heading: HAURAKI PLAINS AND AUCKLAND (514, 392, 597, 412)
article-subheading: NOMINATIONS. (774, 82, 831, 92)
article-paragraph: SECOND HURDLES of 200 sovs., 1¾ miles.—Manhattan, Miss Melva, Explorer, Irish Jig, Glenotus, Importer, Young Chatterbox, Knighthood, Prince Abbey, Scottish Knight, Ascot Moon, Opaloid, Daddy's Girl, Ardanna, Snake, King Abbey, Higgins, Starland, Ulver's Isle, King Amass, West Abbey, Lucullus, Peter Maxwell, Prince Rufus, Greekoso. (745, 1086, 860, 1190)
ad-subline: Plans Drawn and Estimates Supplied Free. (209, 569, 319, 588)
ad-heading: BEDROCK CASH PRICES. (57, 498, 149, 508)
article-paragraph: Eighteen members of the Waihi Band, under Bandmaster F. Russell, passed through Paeroa on Saturday morning en route to Auckland to take part in the Band Contest. (622, 850, 737, 897)
timetable-cell: Leaves Turua (574, 370, 613, 378)
ad-text: For the older man it is never too late to strike out and lift himself from the rut. (206, 147, 321, 175)
timetable-row (499, 732, 613, 741)
ad-subline: Orders taken for Dressed or Cooked Poultry. (343, 987, 476, 997)
ad-heading: HAVE YOUR OWN HOME. (218, 557, 310, 567)
